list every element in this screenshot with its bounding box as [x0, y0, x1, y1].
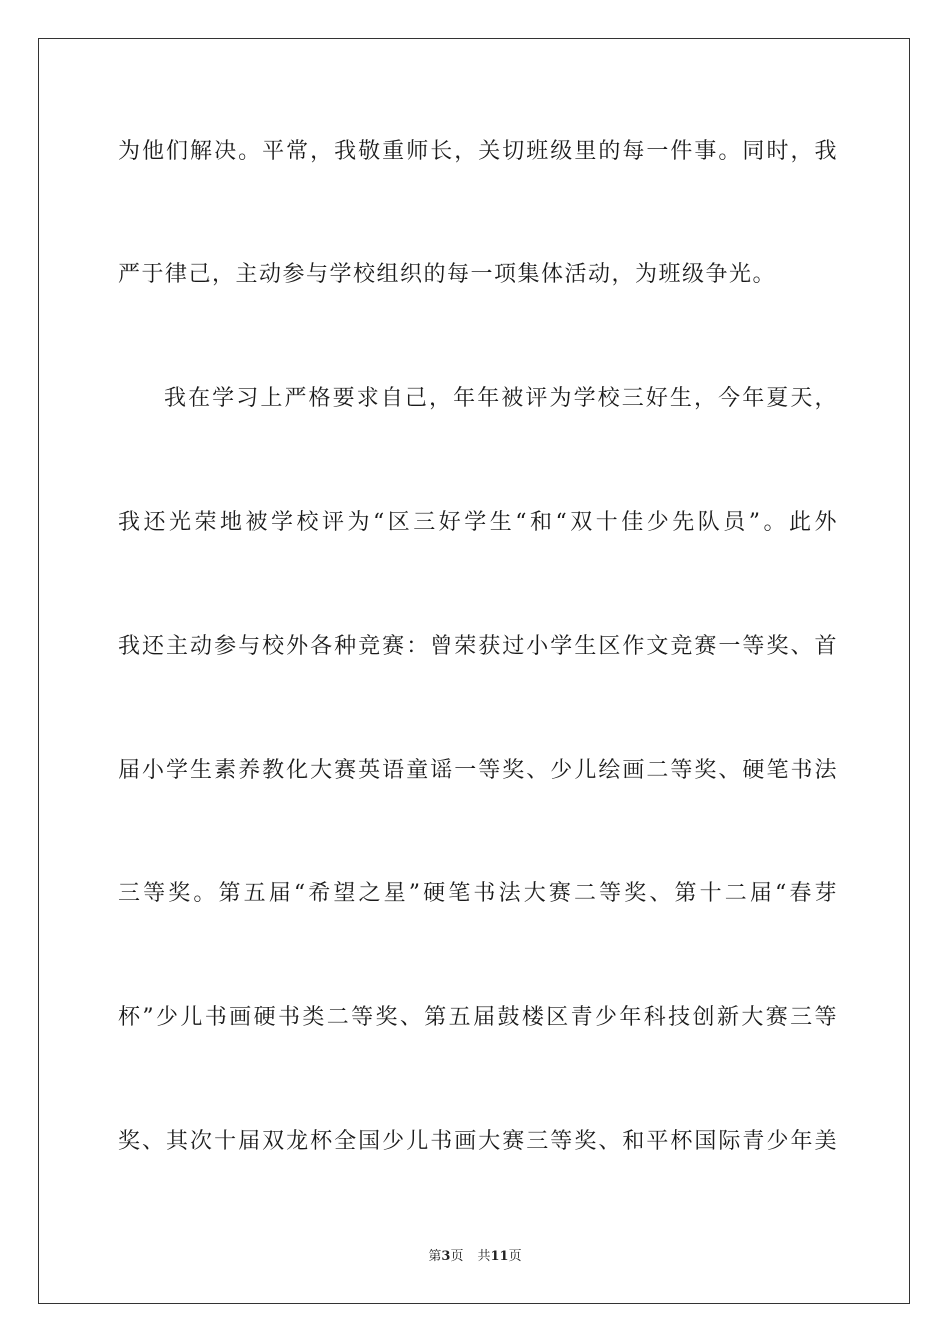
body-line: 三等奖。第五届“希望之星”硬笔书法大赛二等奖、第十二届“春芽 [118, 881, 838, 906]
body-line: 为他们解决。平常，我敬重师长，关切班级里的每一件事。同时，我 [118, 139, 838, 164]
page-suffix: 页 [450, 1249, 464, 1264]
page-border [38, 38, 910, 1304]
total-suffix: 页 [508, 1249, 522, 1264]
body-line: 届小学生素养教化大赛英语童谣一等奖、少儿绘画二等奖、硬笔书法 [118, 758, 838, 783]
page-footer [0, 1248, 950, 1266]
paragraph-first-line: 我在学习上严格要求自己，年年被评为学校三好生，今年夏天， [164, 386, 838, 411]
total-pages: 11 [490, 1249, 509, 1264]
total-prefix: 共 [477, 1249, 491, 1264]
body-line: 严于律己，主动参与学校组织的每一项集体活动，为班级争光。 [118, 262, 777, 287]
body-line: 杯”少儿书画硬书类二等奖、第五届鼓楼区青少年科技创新大赛三等 [118, 1005, 838, 1030]
page-prefix: 第 [428, 1249, 442, 1264]
page-number: 3 [441, 1249, 451, 1264]
body-line: 我还主动参与校外各种竞赛：曾荣获过小学生区作文竞赛一等奖、首 [118, 634, 838, 659]
body-line: 奖、其次十届双龙杯全国少儿书画大赛三等奖、和平杯国际青少年美 [118, 1129, 838, 1154]
body-line: 我还光荣地被学校评为“区三好学生“和“双十佳少先队员”。此外 [118, 510, 838, 535]
